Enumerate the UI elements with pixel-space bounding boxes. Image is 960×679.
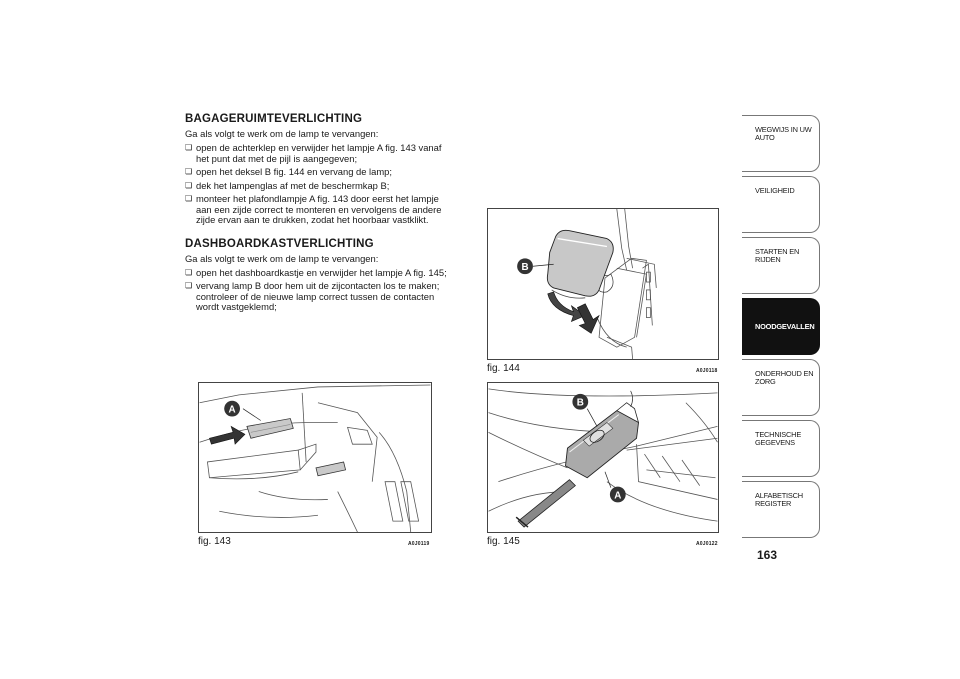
- tab-alfabetisch-register[interactable]: [742, 481, 820, 538]
- callout-b-label: B: [576, 397, 584, 409]
- list-item: ❏ vervang lamp B door hem uit de zijcontacten los te maken; controleer of de nieuwe lamp correct tussen de contacten wordt vastgeklemd;: [185, 281, 457, 313]
- callout-a-label: A: [614, 490, 622, 502]
- tab-onderhoud-en-zorg[interactable]: [742, 359, 820, 416]
- list-item: ❏ monteer het plafondlampje A fig. 143 door eerst het lampje aan een zijde correct te monteren en vervolgens de andere zijde ervan aan te drukken, zodat het hoorbaar vastklikt.: [185, 194, 457, 226]
- callout-a-label: A: [228, 404, 236, 416]
- section-heading-dashboardkast: DASHBOARDKASTVERLICHTING: [185, 237, 374, 250]
- tab-wegwijs[interactable]: [742, 115, 820, 172]
- section-intro: Ga als volgt te werk om de lamp te vervangen:: [185, 252, 379, 264]
- tab-label: ONDERHOUD EN ZORG: [755, 369, 814, 386]
- figure-144-caption: fig. 144: [487, 363, 520, 374]
- figure-144-illustration: [487, 208, 719, 360]
- instruction-list: [185, 143, 457, 226]
- figure-143-illustration: [198, 382, 432, 533]
- figure-145-code: A0J0122: [696, 541, 718, 547]
- text-column: [185, 113, 457, 317]
- tab-label: VEILIGHEID: [755, 186, 795, 195]
- list-item: ❏ dek het lampenglas af met de beschermkap B;: [185, 181, 457, 192]
- list-item: ❏ open het deksel B fig. 144 en vervang de lamp;: [185, 167, 457, 178]
- instruction-list: [185, 268, 457, 313]
- tab-label: NOODGEVALLEN: [755, 322, 815, 331]
- list-item: ❏ open het dashboardkastje en verwijder het lampje A fig. 145;: [185, 268, 457, 279]
- figure-145-drawing: [488, 383, 718, 532]
- tab-label: ALFABETISCH REGISTER: [755, 491, 803, 508]
- tab-label: TECHNISCHE GEGEVENS: [755, 430, 802, 447]
- figure-144-drawing: [488, 209, 718, 359]
- figure-145-illustration: [487, 382, 719, 533]
- tab-starten-en-rijden[interactable]: [742, 237, 820, 294]
- figure-143-drawing: [199, 383, 431, 532]
- figure-145-caption: fig. 145: [487, 536, 520, 547]
- section-heading-bagageruimte: BAGAGERUIMTEVERLICHTING: [185, 113, 363, 125]
- tab-label: WEGWIJS IN UW AUTO: [755, 125, 812, 142]
- tab-noodgevallen[interactable]: [742, 298, 820, 355]
- page-number: 163: [757, 548, 778, 562]
- list-item: ❏ open de achterklep en verwijder het lampje A fig. 143 vanaf het punt dat met de pijl is aangegeven;: [185, 143, 457, 164]
- figure-143-code: A0J0119: [408, 541, 430, 547]
- figure-143-caption: fig. 143: [198, 536, 231, 547]
- callout-b-label: B: [521, 262, 529, 274]
- figure-144-code: A0J0118: [696, 368, 718, 374]
- section-intro: Ga als volgt te werk om de lamp te vervangen:: [185, 128, 379, 139]
- tab-label: STARTEN EN RIJDEN: [755, 247, 800, 264]
- chapter-tabs: [742, 115, 820, 542]
- tab-veiligheid[interactable]: [742, 176, 820, 233]
- tab-technische-gegevens[interactable]: [742, 420, 820, 477]
